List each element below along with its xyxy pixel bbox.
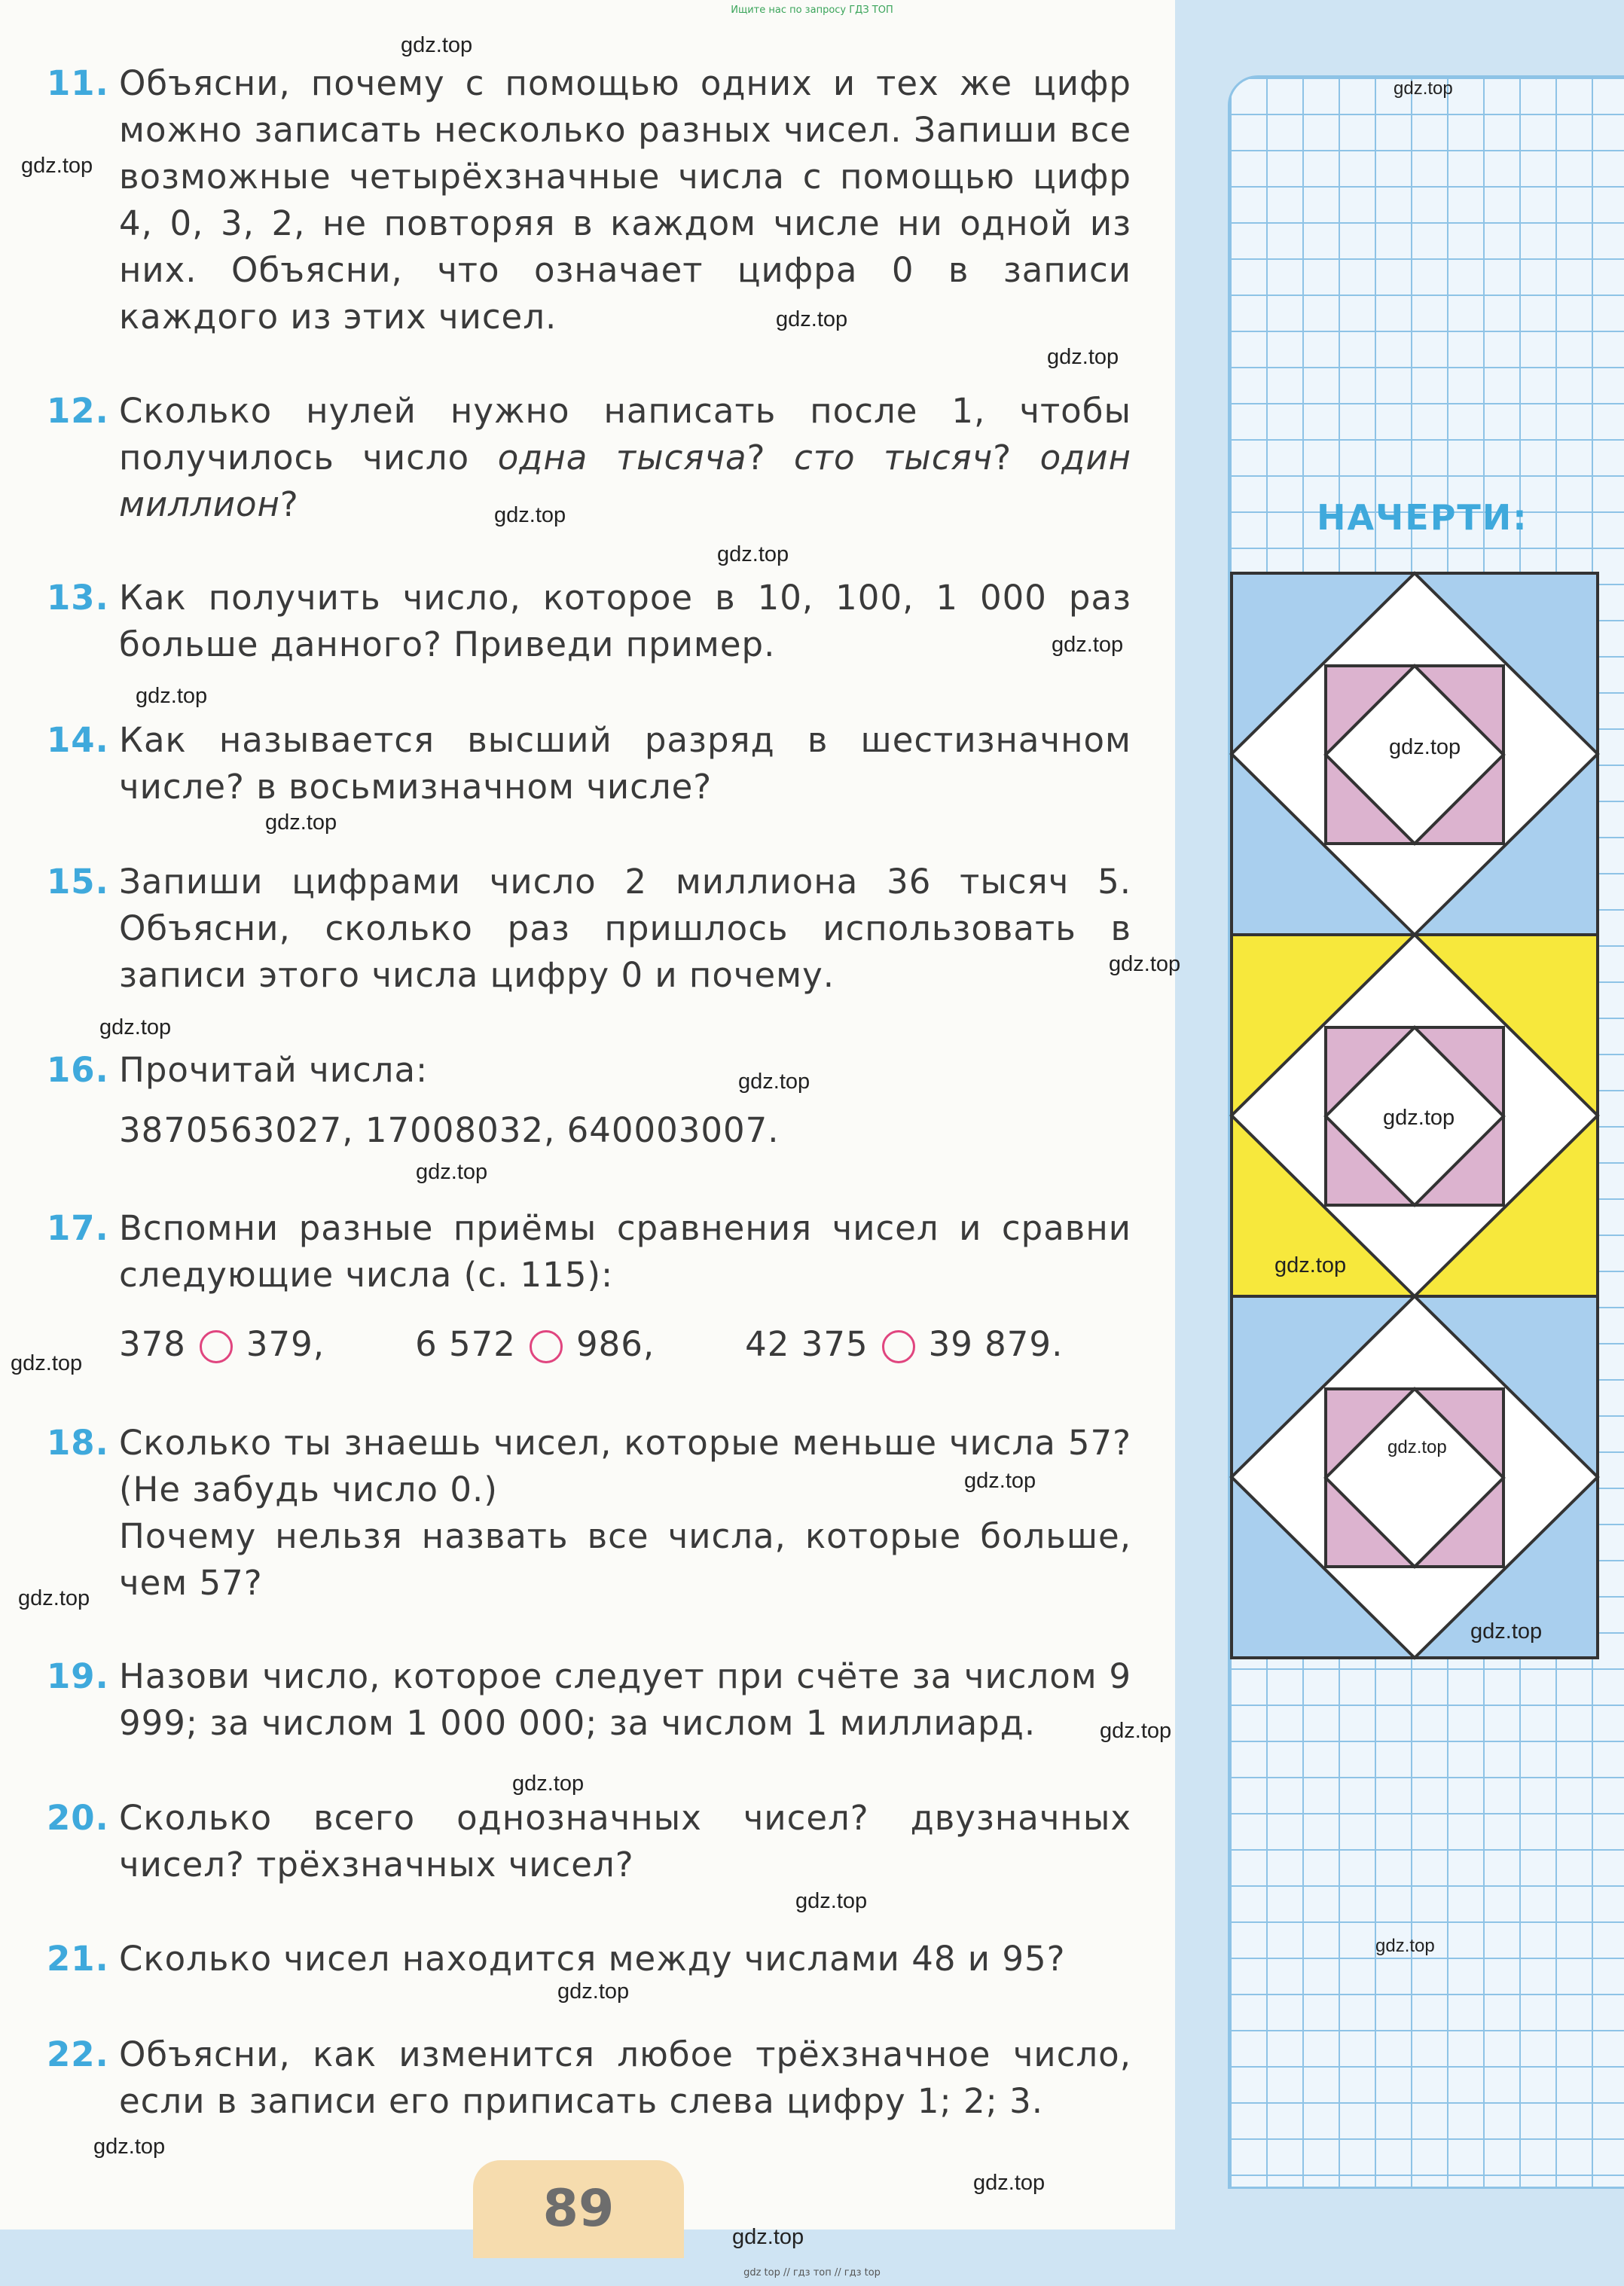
task-text: Как называется высший разряд в шестизначном числе? в восьмизначном числе? [119, 720, 1131, 807]
top-note: Ищите нас по запросу ГДЗ ТОП [731, 5, 893, 16]
watermark: gdz.top [1389, 735, 1461, 759]
comparison-row [119, 1321, 1131, 1368]
watermark: gdz.top [401, 33, 473, 57]
task-number: 16. [47, 1050, 109, 1090]
task-number: 22. [47, 2034, 109, 2074]
task-number: 12. [47, 391, 109, 431]
task-text: Как получить число, которое в 10, 100, 1 000 раз больше данного? Приведи пример. [119, 578, 1131, 664]
task-text: Сколько чисел находится между числами 48 и 95? [119, 1939, 1066, 1979]
task-11 [47, 60, 1131, 340]
watermark: gdz.top [732, 2225, 804, 2249]
task-number: 17. [47, 1208, 109, 1248]
task-text: Сколько нулей нужно написать после 1, чтобы получилось число одна тысяча? сто тысяч? один миллион? [119, 391, 1131, 524]
watermark: gdz.top [136, 684, 208, 708]
task-12 [47, 388, 1131, 528]
watermark: gdz.top [18, 1586, 90, 1610]
watermark: gdz.top [738, 1070, 810, 1094]
watermark: gdz.top [512, 1772, 585, 1796]
watermark: gdz.top [973, 2171, 1046, 2195]
tile-blue-bottom [1232, 1296, 1598, 1658]
watermark: gdz.top [1394, 78, 1453, 99]
comparison-pair: 378 379, [119, 1324, 325, 1364]
italic-term: сто тысяч [794, 438, 994, 478]
task-18 [47, 1420, 1131, 1607]
task-14 [47, 717, 1131, 810]
task-text: Вспомни разные приёмы сравнения чисел и сравни следующие числа (с. 115): [119, 1208, 1131, 1295]
task-number: 14. [47, 720, 109, 760]
watermark: gdz.top [776, 307, 848, 331]
compare-circle[interactable] [882, 1330, 915, 1363]
sidebar-heading: НАЧЕРТИ: [1317, 497, 1528, 538]
watermark: gdz.top [494, 503, 566, 527]
task-text: Сколько всего однозначных чисел? двузначных чисел? трёхзначных чисел? [119, 1798, 1131, 1885]
watermark: gdz.top [21, 154, 93, 178]
task-text: Объясни, как изменится любое трёхзначное число, если в записи его приписать слева цифру 1; 2; 3. [119, 2034, 1131, 2121]
task-15 [47, 859, 1131, 999]
task-text: Объясни, почему с помощью одних и тех же цифр можно записать несколько разных чисел. Запиши все возможные четырёхзначные числа с помощью цифр 4, 0, 3, 2, не повторяя в каждом числе ни одной из них. Объясни, что означает цифра 0 в записи каждого из этих чисел. [119, 63, 1131, 337]
watermark: gdz.top [1470, 1619, 1543, 1644]
task-number: 21. [47, 1939, 109, 1979]
task-17 [47, 1205, 1131, 1368]
task-number: 18. [47, 1423, 109, 1463]
watermark: gdz.top [1387, 1437, 1447, 1457]
footer-note: gdz top // гдз топ // гдз top [743, 2267, 881, 2278]
task-22 [47, 2031, 1131, 2125]
page-number: 89 [473, 2160, 684, 2258]
watermark: gdz.top [1100, 1719, 1172, 1743]
comparison-pair: 42 375 39 879. [745, 1324, 1064, 1364]
italic-term: один миллион [119, 438, 1131, 524]
comparison-pair: 6 572 986, [415, 1324, 655, 1364]
task-21 [47, 1936, 1131, 1982]
task-text: Запиши цифрами число 2 миллиона 36 тысяч 5. Объясни, сколько раз пришлось использовать в записи этого числа цифру 0 и почему. [119, 862, 1131, 995]
watermark: gdz.top [964, 1469, 1036, 1493]
watermark: gdz.top [99, 1015, 172, 1039]
compare-circle[interactable] [530, 1330, 563, 1363]
numbers-to-read: 3870563027, 17008032, 640003007. [119, 1110, 780, 1150]
compare-circle[interactable] [200, 1330, 233, 1363]
task-number: 13. [47, 578, 109, 618]
watermark: gdz.top [1274, 1253, 1347, 1277]
watermark: gdz.top [1375, 1936, 1435, 1956]
watermark: gdz.top [1047, 345, 1119, 369]
watermark: gdz.top [416, 1160, 488, 1184]
watermark: gdz.top [1052, 633, 1124, 657]
task-text: Прочитай числа: [119, 1050, 429, 1090]
task-number: 15. [47, 862, 109, 902]
watermark: gdz.top [1109, 952, 1181, 976]
watermark: gdz.top [1383, 1106, 1455, 1130]
task-19 [47, 1653, 1131, 1747]
task-20 [47, 1795, 1131, 1888]
watermark: gdz.top [11, 1351, 83, 1375]
task-13 [47, 575, 1131, 668]
task-text: Сколько ты знаешь чисел, которые меньше числа 57? (Не забудь число 0.) [119, 1423, 1131, 1509]
task-text-2: Почему нельзя назвать все числа, которые больше, чем 57? [119, 1516, 1131, 1603]
watermark: gdz.top [795, 1889, 868, 1913]
task-text: Назови число, которое следует при счёте за числом 9 999; за числом 1 000 000; за числом 1 миллиард. [119, 1656, 1131, 1743]
watermark: gdz.top [93, 2135, 166, 2159]
watermark: gdz.top [557, 1979, 630, 2004]
watermark: gdz.top [265, 810, 337, 835]
task-number: 11. [47, 63, 109, 103]
task-16 [47, 1047, 1131, 1154]
task-number: 20. [47, 1798, 109, 1838]
italic-term: одна тысяча [497, 438, 747, 478]
task-number: 19. [47, 1656, 109, 1696]
watermark: gdz.top [717, 542, 789, 566]
